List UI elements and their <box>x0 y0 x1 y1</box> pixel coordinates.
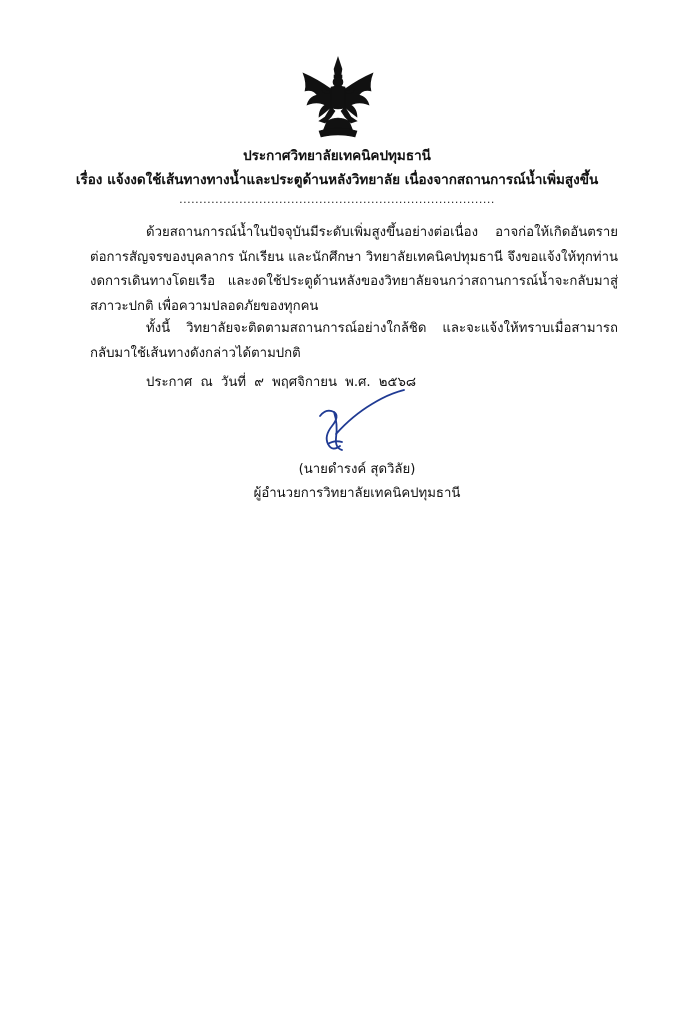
garuda-emblem-icon <box>297 55 379 140</box>
signatory-position: ผู้อำนวยการวิทยาลัยเทคนิคปทุมธานี <box>253 486 461 501</box>
body-paragraph-2: ทั้งนี้ วิทยาลัยจะติดตามสถานการณ์อย่างใกล้ชิด และจะแจ้งให้ทราบเมื่อสามารถกลับมาใช้เส้นทางดังกล่าวได้ตามปกติ <box>90 321 618 361</box>
body-paragraph-1: ด้วยสถานการณ์น้ำในปัจจุบันมีระดับเพิ่มสูงขึ้นอย่างต่อเนื่อง อาจก่อให้เกิดอันตรายต่อการสัญจรของบุคลากร นักเรียน และนักศึกษา วิทยาลัยเทคนิคปทุมธานี จึงขอแจ้งให้ทุกท่าน งดการเดินทางโดยเรือ และงดใช้ประตูด้านหลังของวิทยาลัยจนกว่าสถานการณ์น้ำจะกลับมาสู่สภาวะปกติ เพื่อความปลอดภัยของทุกคน <box>90 225 618 314</box>
document-subject: เรื่อง แจ้งงดใช้เส้นทางทางน้ำและประตูด้านหลังวิทยาลัย เนื่องจากสถานการณ์น้ำเพิ่มสูงขึ้น <box>75 172 599 188</box>
title-divider: ............................................................................... <box>179 193 495 206</box>
handwritten-signature <box>312 386 412 458</box>
document-title: ประกาศวิทยาลัยเทคนิคปทุมธานี <box>243 148 431 164</box>
signatory-name: (นายดำรงค์ สุดวิลัย) <box>298 462 416 477</box>
announcement-date: ประกาศ ณ วันที่ ๙ พฤศจิกายน พ.ศ. ๒๕๖๘ <box>146 375 417 390</box>
